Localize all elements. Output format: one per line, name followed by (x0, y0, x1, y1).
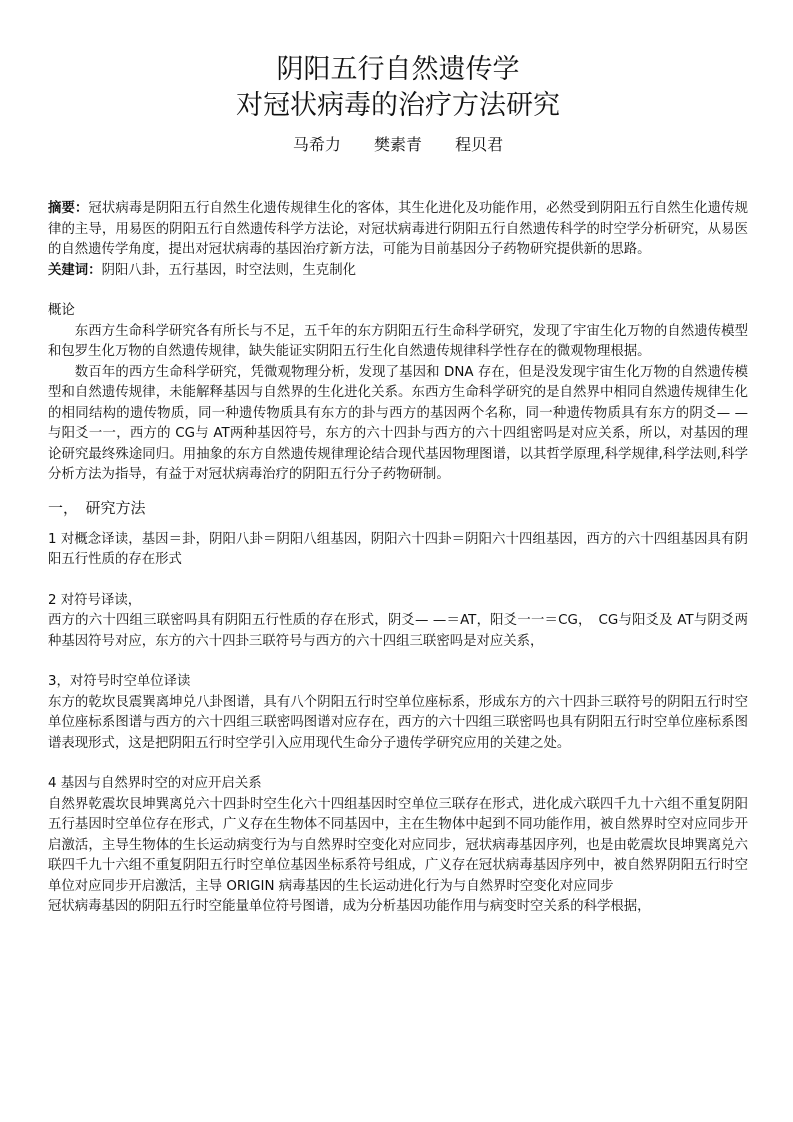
author-list (48, 132, 748, 155)
title-line-1: 阴阳五行自然遗传学 (276, 54, 520, 85)
subsection-2-title: 2 对符号译读， (48, 592, 142, 608)
intro-paragraph-1: 东西方生命科学研究各有所长与不足，五千年的东方阴阳五行生命科学研究，发现了宇宙生化万物的自然遗传模型和包罗生化万物的自然遗传规律，缺失能证实阴阳五行生化自然遗传规律科学性存在的微观物理根据。 (48, 323, 748, 359)
subsection-1-title: 1 对概念译读，基因＝卦，阴阳八卦＝阴阳八组基因，阴阳六十四卦＝阴阳六十四组基因，西方的六十四组基因具有阴阳五行性质的存在形式 (48, 531, 748, 567)
subsection-4-text-1: 自然界乾震坎艮坤巽离兑六十四卦时空生化六十四组基因时空单位三联存在形式，进化成六联四千九十六组不重复阴阳五行基因时空单位存在形式，广义存在生物体不同基因中，主在生物体中起到不同功能作用，被自然界时空对应同步开启激活，主导生物体的生长运动病变行为与自然界时空变化对应同步，冠状病毒基因序列，也是由乾震坎艮坤巽离兑六联四千九十六组不重复阴阳五行时空单位基因坐标系符号组成，广义存在冠状病毒基因序列中，被自然界阴阳五行时空单位对应同步开启激活，主导 ORIGIN 病毒基因的生长运动进化行为与自然界时空变化对应同步 (48, 796, 748, 894)
intro-heading: 概论 (48, 303, 75, 318)
keywords-text: 阴阳八卦，五行基因，时空法则，生克制化 (101, 262, 356, 278)
author-3: 程贝君 (455, 135, 504, 154)
subsection-3-title: 3，对符号时空单位译读 (48, 674, 191, 689)
subsection-4-text-2: 冠状病毒基因的阴阳五行时空能量单位符号图谱，成为分析基因功能作用与病变时空关系的科学根据， (48, 899, 651, 914)
section-1-heading: 一， 研究方法 (48, 498, 146, 517)
abstract-label: 摘要： (48, 201, 89, 216)
abstract-block (48, 199, 748, 281)
subsection-3-text: 东方的乾坎艮震巽离坤兑八卦图谱，具有八个阴阳五行时空单位座标系，形成东方的六十四卦三联符号的阴阳五行时空单位座标系图谱与西方的六十四组三联密吗图谱对应存在，西方的六十四组三联密吗也具有阴阳五行时空单位座标系图谱表现形式，这是把阴阳五行时空学引入应用现代生命分子遗传学研究应用的关建之处。 (48, 694, 748, 751)
abstract-text: 冠状病毒是阴阳五行自然生化遗传规律生化的客体，其生化进化及功能作用，必然受到阴阳五行自然生化遗传规律的主导，用易医的阴阳五行自然遗传科学方法论，对冠状病毒进行阴阳五行自然遗传科学的时空学分析研究，从易医的自然遗传学角度，提出对冠状病毒的基因治疗新方法，可能为目前基因分子药物研究提供新的思路。 (48, 201, 748, 257)
author-1: 马希力 (292, 135, 341, 154)
subsection-4-title: 4 基因与自然界时空的对应开启关系 (48, 776, 262, 791)
document-page (48, 52, 748, 918)
subsection-2-text: 西方的六十四组三联密吗具有阴阳五行性质的存在形式，阴爻— —＝AT，阳爻一一＝CG， CG与阳爻及 AT与阴爻两种基因符号对应，东方的六十四卦三联符号与西方的六十四组三联密吗是对应关系， (48, 613, 748, 649)
author-2: 樊素青 (373, 135, 422, 154)
keywords-label: 关建词： (48, 262, 102, 278)
intro-paragraph-2: 数百年的西方生命科学研究，凭微观物理分析，发现了基因和 DNA 存在，但是没发现宇宙生化万物的自然遗传模型和自然遗传规律，未能解释基因与自然界的生化进化关系。东西方生命科学研究的是自然界中相同自然遗传规律生化的相同结构的遗传物质，同一种遗传物质具有东方的卦与西方的基因两个名称，同一种遗传物质具有东方的阴爻— —与阳爻一一，西方的 CG与 AT两种基因符号，东方的六十四卦与西方的六十四组密吗是对应关系，所以，对基因的理论研究最终殊途同归。用抽象的东方自然遗传规律理论结合现代基因物理图谱，以其哲学原理,科学规律,科学法则,科学分析方法为指导，有益于对冠状病毒治疗的阴阳五行分子药物研制。 (48, 364, 748, 482)
title-line-2: 对冠状病毒的治疗方法研究 (236, 90, 560, 121)
